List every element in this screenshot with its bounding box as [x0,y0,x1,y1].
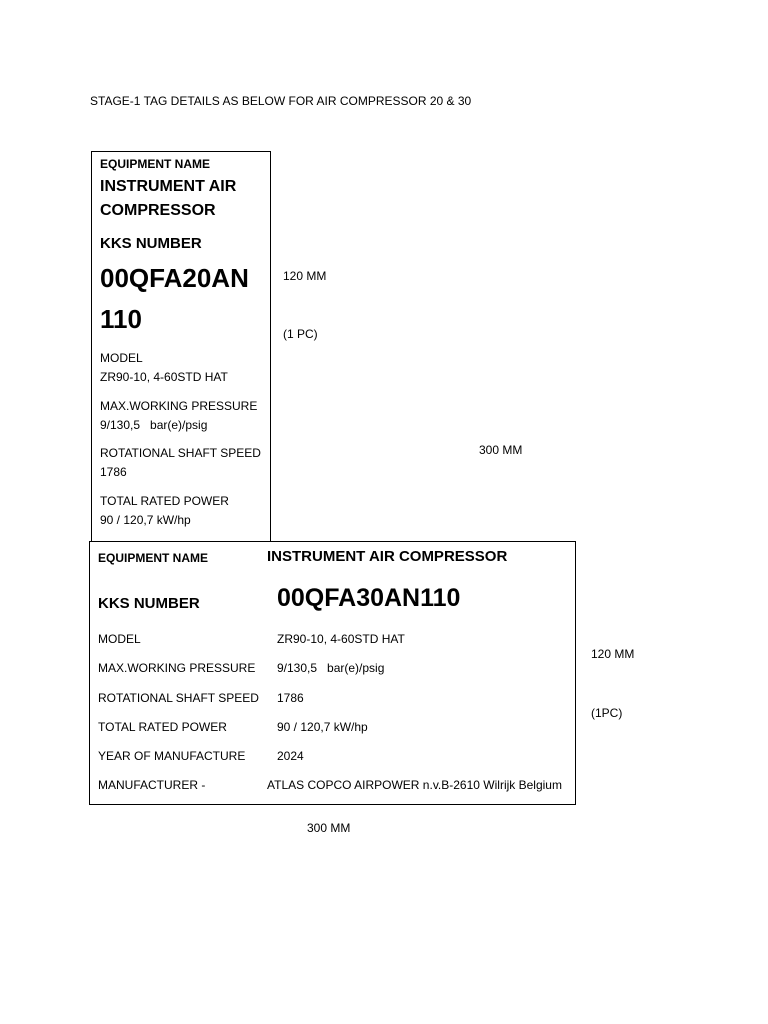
kks-number-line-1: 00QFA20AN [100,263,249,293]
power-value: 90 / 120,7 kW/hp [277,720,368,734]
model-label: MODEL [100,351,143,365]
power-label: TOTAL RATED POWER [100,494,229,508]
equipment-name-label: EQUIPMENT NAME [98,551,209,565]
equipment-name-line-2: COMPRESSOR [100,202,216,219]
speed-value: 1786 [100,465,127,479]
kks-number-line-2: 110 [100,304,142,334]
speed-label: ROTATIONAL SHAFT SPEED [100,446,261,460]
tag1-height-note: 120 MM [283,269,327,283]
model-value: ZR90-10, 4-60STD HAT [277,632,405,646]
year-value: 2024 [277,749,304,763]
tag2-width-note: 300 MM [307,821,351,835]
manufacturer-value: ATLAS COPCO AIRPOWER n.v.B-2610 Wilrijk Belgium [267,778,562,792]
pressure-label: MAX.WORKING PRESSURE [100,399,258,413]
equipment-name-label: EQUIPMENT NAME [100,157,211,171]
equipment-name-line-1: INSTRUMENT AIR [100,178,237,195]
pressure-label: MAX.WORKING PRESSURE [98,661,256,675]
tag2-quantity-note: (1PC) [591,706,623,720]
document-heading: STAGE-1 TAG DETAILS AS BELOW FOR AIR COMPRESSOR 20 & 30 [90,94,472,108]
model-value: ZR90-10, 4-60STD HAT [100,370,228,384]
kks-number-label: KKS NUMBER [98,595,200,612]
tag2-height-note: 120 MM [591,647,635,661]
model-label: MODEL [98,632,141,646]
speed-label: ROTATIONAL SHAFT SPEED [98,691,259,705]
tag1-width-note: 300 MM [479,443,523,457]
power-label: TOTAL RATED POWER [98,720,227,734]
kks-number-value: 00QFA30AN110 [277,584,461,612]
year-label: YEAR OF MANUFACTURE [98,749,246,763]
pressure-value: 9/130,5 bar(e)/psig [277,661,385,675]
power-value: 90 / 120,7 kW/hp [100,513,191,527]
speed-value: 1786 [277,691,304,705]
equipment-name-value: INSTRUMENT AIR COMPRESSOR [267,548,508,565]
kks-number-label: KKS NUMBER [100,235,202,252]
manufacturer-label: MANUFACTURER - [98,778,206,792]
tag-card-compressor-20 [91,151,271,543]
tag-card-compressor-30 [89,541,576,805]
pressure-value: 9/130,5 bar(e)/psig [100,418,208,432]
tag1-quantity-note: (1 PC) [283,327,318,341]
